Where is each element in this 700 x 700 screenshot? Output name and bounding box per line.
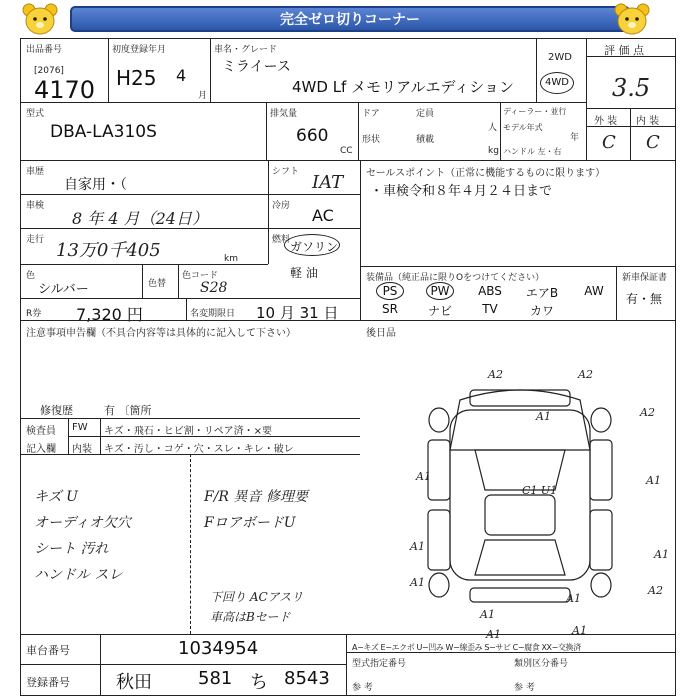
color-code-value: S28: [200, 280, 228, 296]
note-line: F/R 異音 修理要: [204, 489, 308, 505]
equipment-item: SR: [382, 302, 398, 316]
exterior-label: 外 装: [594, 116, 618, 127]
damage-mark: A1: [480, 608, 495, 621]
damage-mark: A1: [646, 474, 661, 487]
damage-legend: A−キズ E−エクボ U−凹み W−線歪み S−サビ C−腐食 XX−交換済: [352, 643, 581, 652]
repair-history-label: 修復歴: [40, 404, 73, 417]
displacement-label: 排気量: [270, 109, 298, 119]
ac-label: 冷房: [272, 201, 291, 211]
reg-kana: ち: [250, 672, 268, 693]
shift-value: IAT: [312, 172, 344, 193]
inspection-date: 8 年 4 月（24日）: [72, 209, 208, 228]
interior-damage-options: キズ・汚し・コゲ・穴・スレ・キレ・破レ: [104, 444, 294, 455]
tax-label: 名変期限日: [190, 309, 236, 319]
car-name-label: 車名・グレード: [214, 45, 278, 55]
reg-number: 8543: [284, 668, 330, 689]
year-unit: 年: [570, 133, 580, 143]
capacity-label: 定員: [416, 109, 435, 119]
page-title: 完全ゼロ切りコーナー: [70, 6, 630, 32]
reference-label-left: 参 考: [352, 683, 373, 693]
first-reg-month: 4: [176, 66, 187, 85]
damage-mark: A2: [488, 368, 503, 381]
equipment-circle: [376, 282, 404, 300]
type-designation-label: 型式指定番号: [352, 659, 407, 669]
mascot-bear-icon: [20, 2, 60, 36]
car-name: ミライース: [222, 59, 291, 75]
month-mark: 月: [198, 91, 208, 101]
equipment-item: カワ: [529, 304, 554, 318]
equipment-circle: [426, 282, 454, 300]
fuel-diesel: 軽 油: [290, 266, 318, 280]
fuel-label: 燃料: [272, 235, 291, 245]
score-value: 3.5: [612, 74, 651, 102]
car-grade: 4WD Lf メモリアルエディション: [292, 78, 515, 96]
equipment-item: ABS: [478, 284, 502, 298]
reference-label-right: 参 考: [514, 683, 535, 693]
damage-mark: A1: [654, 548, 669, 561]
first-reg-label: 初度登録年月: [112, 45, 167, 55]
recycle-value: 7,320 円: [76, 305, 143, 324]
model-code: DBA-LA310S: [50, 122, 157, 142]
notice-label: 注意事項申告欄（不具合内容等は具体的に記入して下さい）: [26, 328, 296, 339]
repair-history-value: 有 〔箇所: [104, 404, 152, 417]
inspection-damage-options: キズ・飛石・ヒビ割・リペア済・×要: [104, 426, 272, 437]
model-label: 型式: [26, 109, 45, 119]
damage-mark: A1: [410, 576, 425, 589]
note-line: ハンドル スレ: [34, 567, 123, 583]
tax-value: 10 月 31 日: [256, 304, 339, 322]
color-value: シルバー: [38, 282, 89, 297]
lot-no-label: 出品番号: [26, 45, 63, 55]
exterior-grade: C: [602, 132, 616, 153]
category-label: 類別区分番号: [514, 659, 569, 669]
fuel-circle: [284, 234, 340, 256]
door-label: ドア: [362, 109, 380, 119]
note-line: FロアボードU: [204, 515, 296, 531]
interior-grade: C: [646, 132, 660, 153]
model-year-label: モデル年式: [503, 123, 543, 132]
reg-class: 581: [198, 668, 233, 689]
drive-4wd: 4WD: [545, 77, 569, 88]
history-label: 車歴: [26, 167, 45, 177]
color-change-label: 色替: [148, 279, 167, 289]
km-unit: km: [224, 254, 238, 264]
note-line: キズ U: [34, 489, 78, 505]
note-line: 下回り ACアスリ: [210, 590, 304, 604]
aftermarket-label: 後日品: [366, 328, 396, 339]
registration-label: 登録番号: [26, 676, 70, 689]
note-line: シート 汚れ: [34, 541, 109, 557]
mileage-label: 走行: [26, 235, 45, 245]
equipment-item: ナビ: [427, 304, 452, 318]
cc-unit: CC: [340, 146, 353, 156]
sales-point-label: セールスポイント（正常に機能するものに限ります）: [366, 168, 606, 179]
reg-area: 秋田: [116, 672, 152, 693]
drive-2wd-label: 2WD: [548, 52, 572, 63]
person-unit: 人: [488, 123, 498, 133]
damage-mark: A1: [416, 470, 431, 483]
color-code-label: 色コード: [182, 271, 219, 281]
equipment-label: 装備品（純正品に限りOをつけてください）: [366, 273, 545, 283]
handle-label: ハンドル 左・右: [503, 147, 562, 156]
equipment-item: エアB: [525, 286, 559, 300]
damage-mark: A1: [486, 628, 501, 641]
inspection-label: 車検: [26, 201, 45, 211]
first-reg-year: H25: [116, 66, 157, 90]
color-label: 色: [26, 271, 36, 281]
equipment-item: TV: [482, 302, 498, 316]
entry-label: 記入欄: [26, 444, 56, 455]
lot-sub-label: [2076]: [34, 66, 64, 76]
kg-unit: kg: [488, 146, 499, 156]
interior-condition-label: 内装: [72, 444, 92, 455]
fuel-gasoline: ガソリン: [290, 240, 339, 254]
ac-value: AC: [312, 206, 334, 225]
note-line: 車高はBセード: [210, 610, 291, 624]
damage-mark: A1: [410, 540, 425, 553]
equipment-item: AW: [584, 284, 604, 298]
note-line: オーディオ欠穴: [34, 515, 131, 531]
warranty-value: 有・無: [626, 292, 663, 306]
shift-label: シフト: [272, 167, 300, 177]
damage-mark: A2: [578, 368, 593, 381]
warranty-label: 新車保証書: [622, 273, 668, 283]
lot-number: 4170: [34, 76, 96, 104]
score-label: 評 価 点: [604, 44, 644, 57]
damage-mark: A2: [640, 406, 655, 419]
interior-label: 内 装: [636, 116, 660, 127]
load-label: 積載: [416, 135, 435, 145]
damage-mark: A1: [566, 592, 581, 605]
sales-point-text: ・車検令和８年４月２４日まで: [370, 184, 553, 199]
fw-label: FW: [72, 422, 88, 433]
equipment-item: PS: [382, 284, 398, 298]
chassis-number: 1034954: [178, 638, 259, 659]
damage-mark: A1: [572, 624, 587, 637]
damage-mark: C1 U1: [522, 484, 558, 497]
chassis-label: 車台番号: [26, 644, 70, 657]
mascot-bear-icon: [612, 2, 652, 36]
shape-label: 形状: [362, 135, 381, 145]
damage-mark: A1: [536, 410, 551, 423]
inspector-label: 検査員: [26, 426, 56, 437]
equipment-item: PW: [430, 284, 450, 298]
displacement-value: 660: [296, 126, 329, 146]
history-own-use: 自家用・（: [64, 177, 127, 193]
dealer-label: ディーラー・並行: [503, 107, 567, 116]
recycle-label: R券: [26, 309, 42, 319]
damage-mark: A2: [648, 584, 663, 597]
mileage-value: 13万0千405: [56, 240, 161, 261]
